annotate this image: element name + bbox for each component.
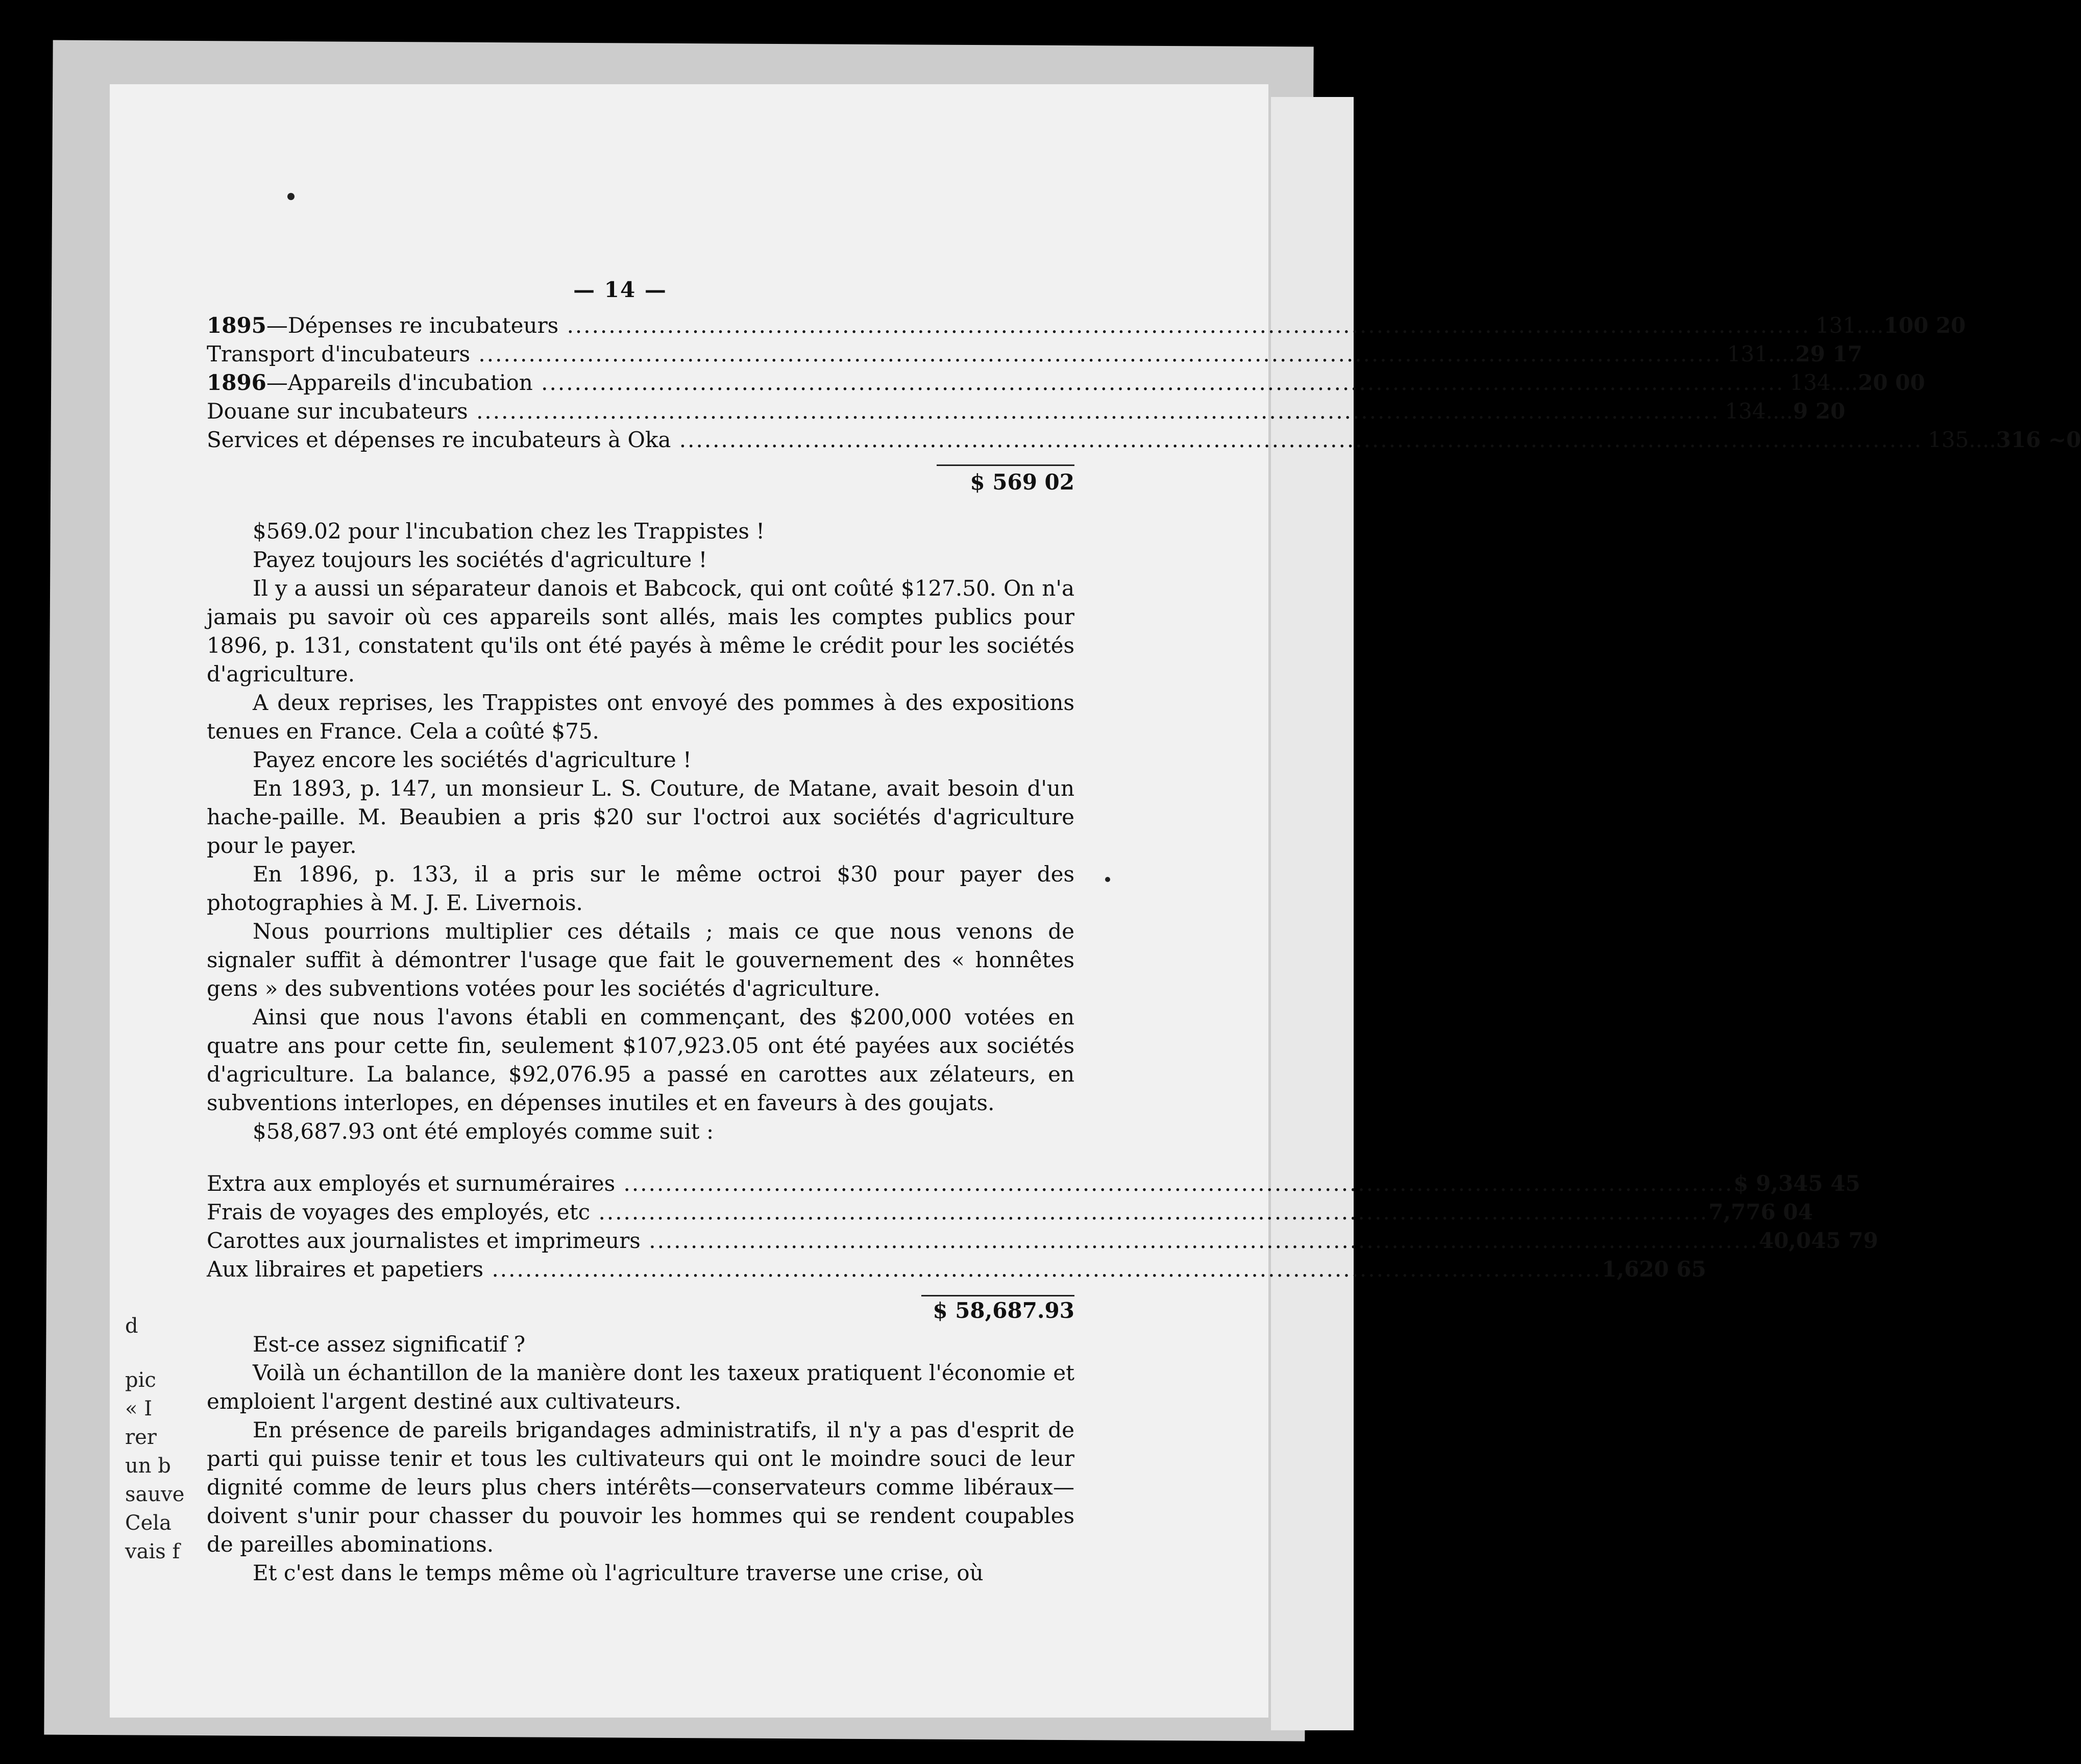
ledger-ref: 131.... (1727, 341, 1796, 366)
summary-amount: $ 9,345 45 (1733, 1171, 1860, 1196)
closing-paragraph: Est-ce assez significatif ? (253, 1332, 526, 1357)
ledger-amount: 100 20 (1883, 313, 1966, 338)
paragraph: Nous pourrions multiplier ces détails ; mais ce que nous venons de signaler suffit à démontrer l'usage que fait le gouvernement des « honnêtes gens » des subventions votées pour les sociétés d'agriculture. (207, 919, 1074, 1001)
summary-row (207, 1255, 1706, 1284)
ledger-ref: 134.... (1725, 399, 1793, 424)
ledger-amount: 29 17 (1795, 341, 1863, 366)
ledger-ref: 131.... (1815, 313, 1884, 338)
paragraph: En 1893, p. 147, un monsieur L. S. Couture, de Matane, avait besoin d'un hache-paille. M. Beaubien a pris $20 sur l'octroi aux sociétés d'agriculture pour le payer. (207, 776, 1074, 858)
ledger-desc: Transport d'incubateurs ..... (207, 340, 1722, 369)
ledger-desc: —Appareils d'incubation ..... (266, 369, 1785, 397)
closing-paragraph: En présence de pareils brigandages administratifs, il n'y a pas d'esprit de parti qui puisse tenir et tous les cultivateurs qui ont le moindre souci de leur dignité comme de leurs plus chers intérêts—conservateurs comme libéraux—doivent s'unir pour chasser du pouvoir les hommes qui se rendent coupables de pareilles abominations. (207, 1417, 1074, 1557)
paragraph: Il y a aussi un séparateur danois et Babcock, qui ont coûté $127.50. On n'a jamais pu savoir où ces appareils sont allés, mais les comptes publics pour 1896, p. 131, constatent qu'ils ont été payés à même le crédit pour les sociétés d'agriculture. (207, 576, 1074, 687)
ledger-row (207, 426, 2081, 454)
paragraph: Payez toujours les sociétés d'agriculture ! (253, 547, 707, 572)
summary-desc: Extra aux employés et surnuméraires ..... (207, 1169, 1733, 1198)
ink-speck (1105, 877, 1110, 882)
fragment-line: sauve (125, 1483, 185, 1506)
ink-speck (287, 193, 295, 200)
summary-amount: 40,045 79 (1758, 1228, 1878, 1253)
summary-table (207, 1169, 1878, 1325)
summary-amount: 7,776 04 (1708, 1199, 1813, 1224)
fragment-line: pic (125, 1368, 156, 1392)
summary-desc: Aux libraires et papetiers ..... (207, 1255, 1602, 1284)
summary-desc: Carottes aux journalistes et imprimeurs ..... (207, 1227, 1759, 1255)
summary-row (207, 1169, 1860, 1198)
paragraph: $58,687.93 ont été employés comme suit : (253, 1119, 714, 1144)
fragment-line: rer (125, 1426, 157, 1449)
ledger-table (207, 311, 2081, 497)
ledger-desc: —Dépenses re incubateurs ..... (266, 311, 1810, 340)
paragraph: A deux reprises, les Trappistes ont envoyé des pommes à des expositions tenues en France. Cela a coûté $75. (207, 690, 1074, 744)
ledger-desc: Services et dépenses re incubateurs à Oka ..... (207, 426, 1923, 454)
closing-paragraph: Voilà un échantillon de la manière dont les taxeux pratiquent l'économie et emploient l'argent destiné aux cultivateurs. (207, 1360, 1074, 1414)
ledger-total: $ 569 02 (970, 470, 1074, 495)
fragment-line: Cela (125, 1511, 172, 1535)
ledger-row (207, 311, 1966, 340)
paragraph: $569.02 pour l'incubation chez les Trappistes ! (253, 519, 765, 544)
ledger-total-rule (937, 464, 1074, 466)
page-number: — 14 — (573, 277, 667, 302)
ledger-ref: 135.... (1928, 427, 1996, 452)
ledger-desc: Douane sur incubateurs ..... (207, 397, 1720, 426)
summary-row (207, 1198, 1813, 1227)
ledger-row (207, 397, 1846, 426)
fragment-line: d (125, 1314, 138, 1338)
ledger-amount: 20 00 (1857, 370, 1925, 395)
ledger-amount: 9 20 (1793, 399, 1846, 424)
fragment-line: « I (125, 1397, 152, 1420)
ledger-year: 1896 (207, 370, 266, 395)
fragment-line: vais f (125, 1540, 180, 1563)
summary-total: $ 58,687.93 (933, 1298, 1074, 1323)
summary-amount: 1,620 65 (1602, 1257, 1706, 1282)
summary-row (207, 1227, 1878, 1255)
closing-paragraph: Et c'est dans le temps même où l'agriculture traverse une crise, où (253, 1560, 984, 1585)
fragment-line: un b (125, 1454, 171, 1478)
summary-desc: Frais de voyages des employés, etc ..... (207, 1198, 1708, 1227)
ledger-amount: 316 ~0 (1996, 427, 2081, 452)
page-text (207, 276, 2081, 1587)
paragraph: En 1896, p. 133, il a pris sur le même octroi $30 pour payer des photographies à M. J. E. Livernois. (207, 862, 1074, 915)
ledger-row (207, 340, 1863, 369)
ledger-year: 1895 (207, 313, 266, 338)
ledger-ref: 134.... (1790, 370, 1858, 395)
paragraph: Ainsi que nous l'avons établi en commençant, des $200,000 votées en quatre ans pour cette fin, seulement $107,923.05 ont été payées aux sociétés d'agriculture. La balance, $92,076.95 a passé en carottes aux zélateurs, en subventions interlopes, en dépenses inutiles et en faveurs à des goujats. (207, 1004, 1074, 1115)
ledger-row (207, 369, 1925, 397)
paragraph: Payez encore les sociétés d'agriculture ! (253, 747, 692, 772)
